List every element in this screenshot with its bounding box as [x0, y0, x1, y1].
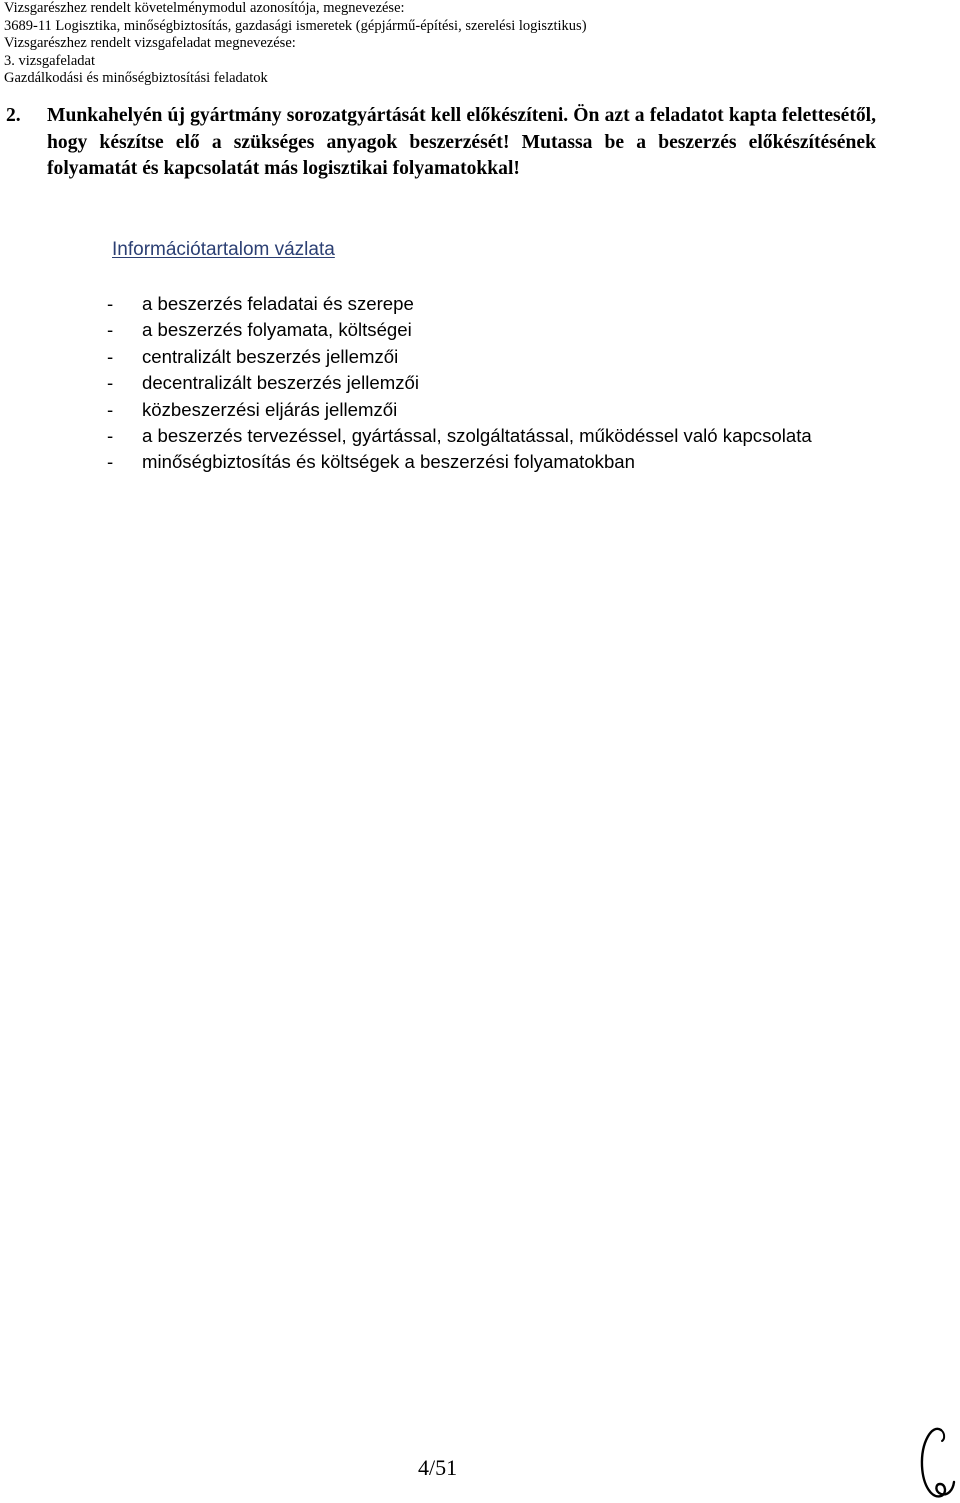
- list-item: [107, 423, 812, 449]
- task-statement: [6, 103, 876, 183]
- signature-icon: [918, 1420, 956, 1502]
- list-item: [107, 370, 812, 396]
- task-number: 2.: [6, 105, 21, 126]
- task-text: Munkahelyén új gyártmány sorozatgyártását kell előkészíteni. Ön azt a feladatot kapta felettesétől, hogy készítse elő a szükséges anyagok beszerzését! Mutassa be a beszerzés előkészítésének folyamatát és kapcsolatát más logisztikai folyamatokkal!: [47, 105, 876, 179]
- dash-bullet-icon: -: [107, 372, 114, 394]
- dash-bullet-icon: -: [107, 451, 114, 473]
- header-task-label: Vizsgarészhez rendelt vizsgafeladat megnevezése:: [4, 35, 296, 52]
- list-item: [107, 291, 812, 317]
- dash-bullet-icon: -: [107, 425, 114, 447]
- list-item-text: minőségbiztosítás és költségek a beszerzési folyamatokban: [142, 451, 635, 473]
- info-outline-list: [107, 291, 812, 476]
- dash-bullet-icon: -: [107, 345, 114, 367]
- header-exam-task: 3. vizsgafeladat: [4, 52, 95, 69]
- list-item-text: centralizált beszerzés jellemzői: [142, 345, 399, 367]
- dash-bullet-icon: -: [107, 319, 114, 341]
- list-item: [107, 344, 812, 370]
- header-module-name: 3689-11 Logisztika, minőségbiztosítás, gazdasági ismeretek (gépjármű-építési, szerelési logisztikus): [4, 17, 587, 34]
- info-outline-title: Információtartalom vázlata: [112, 239, 335, 260]
- header-task-name: Gazdálkodási és minőségbiztosítási feladatok: [4, 70, 268, 87]
- list-item: [107, 397, 812, 423]
- list-item: [107, 317, 812, 343]
- list-item-text: a beszerzés feladatai és szerepe: [142, 293, 414, 314]
- dash-bullet-icon: -: [107, 293, 114, 314]
- list-item-text: a beszerzés folyamata, költségei: [142, 319, 412, 341]
- list-item: [107, 449, 812, 475]
- dash-bullet-icon: -: [107, 398, 114, 420]
- page-number: 4/51: [418, 1455, 458, 1480]
- document-header: [4, 0, 944, 88]
- list-item-text: közbeszerzési eljárás jellemzői: [142, 398, 398, 420]
- list-item-text: a beszerzés tervezéssel, gyártással, szolgáltatással, működéssel való kapcsolata: [142, 425, 812, 447]
- list-item-text: decentralizált beszerzés jellemzői: [142, 372, 419, 394]
- header-module-label: Vizsgarészhez rendelt követelménymodul azonosítója, megnevezése:: [4, 0, 405, 16]
